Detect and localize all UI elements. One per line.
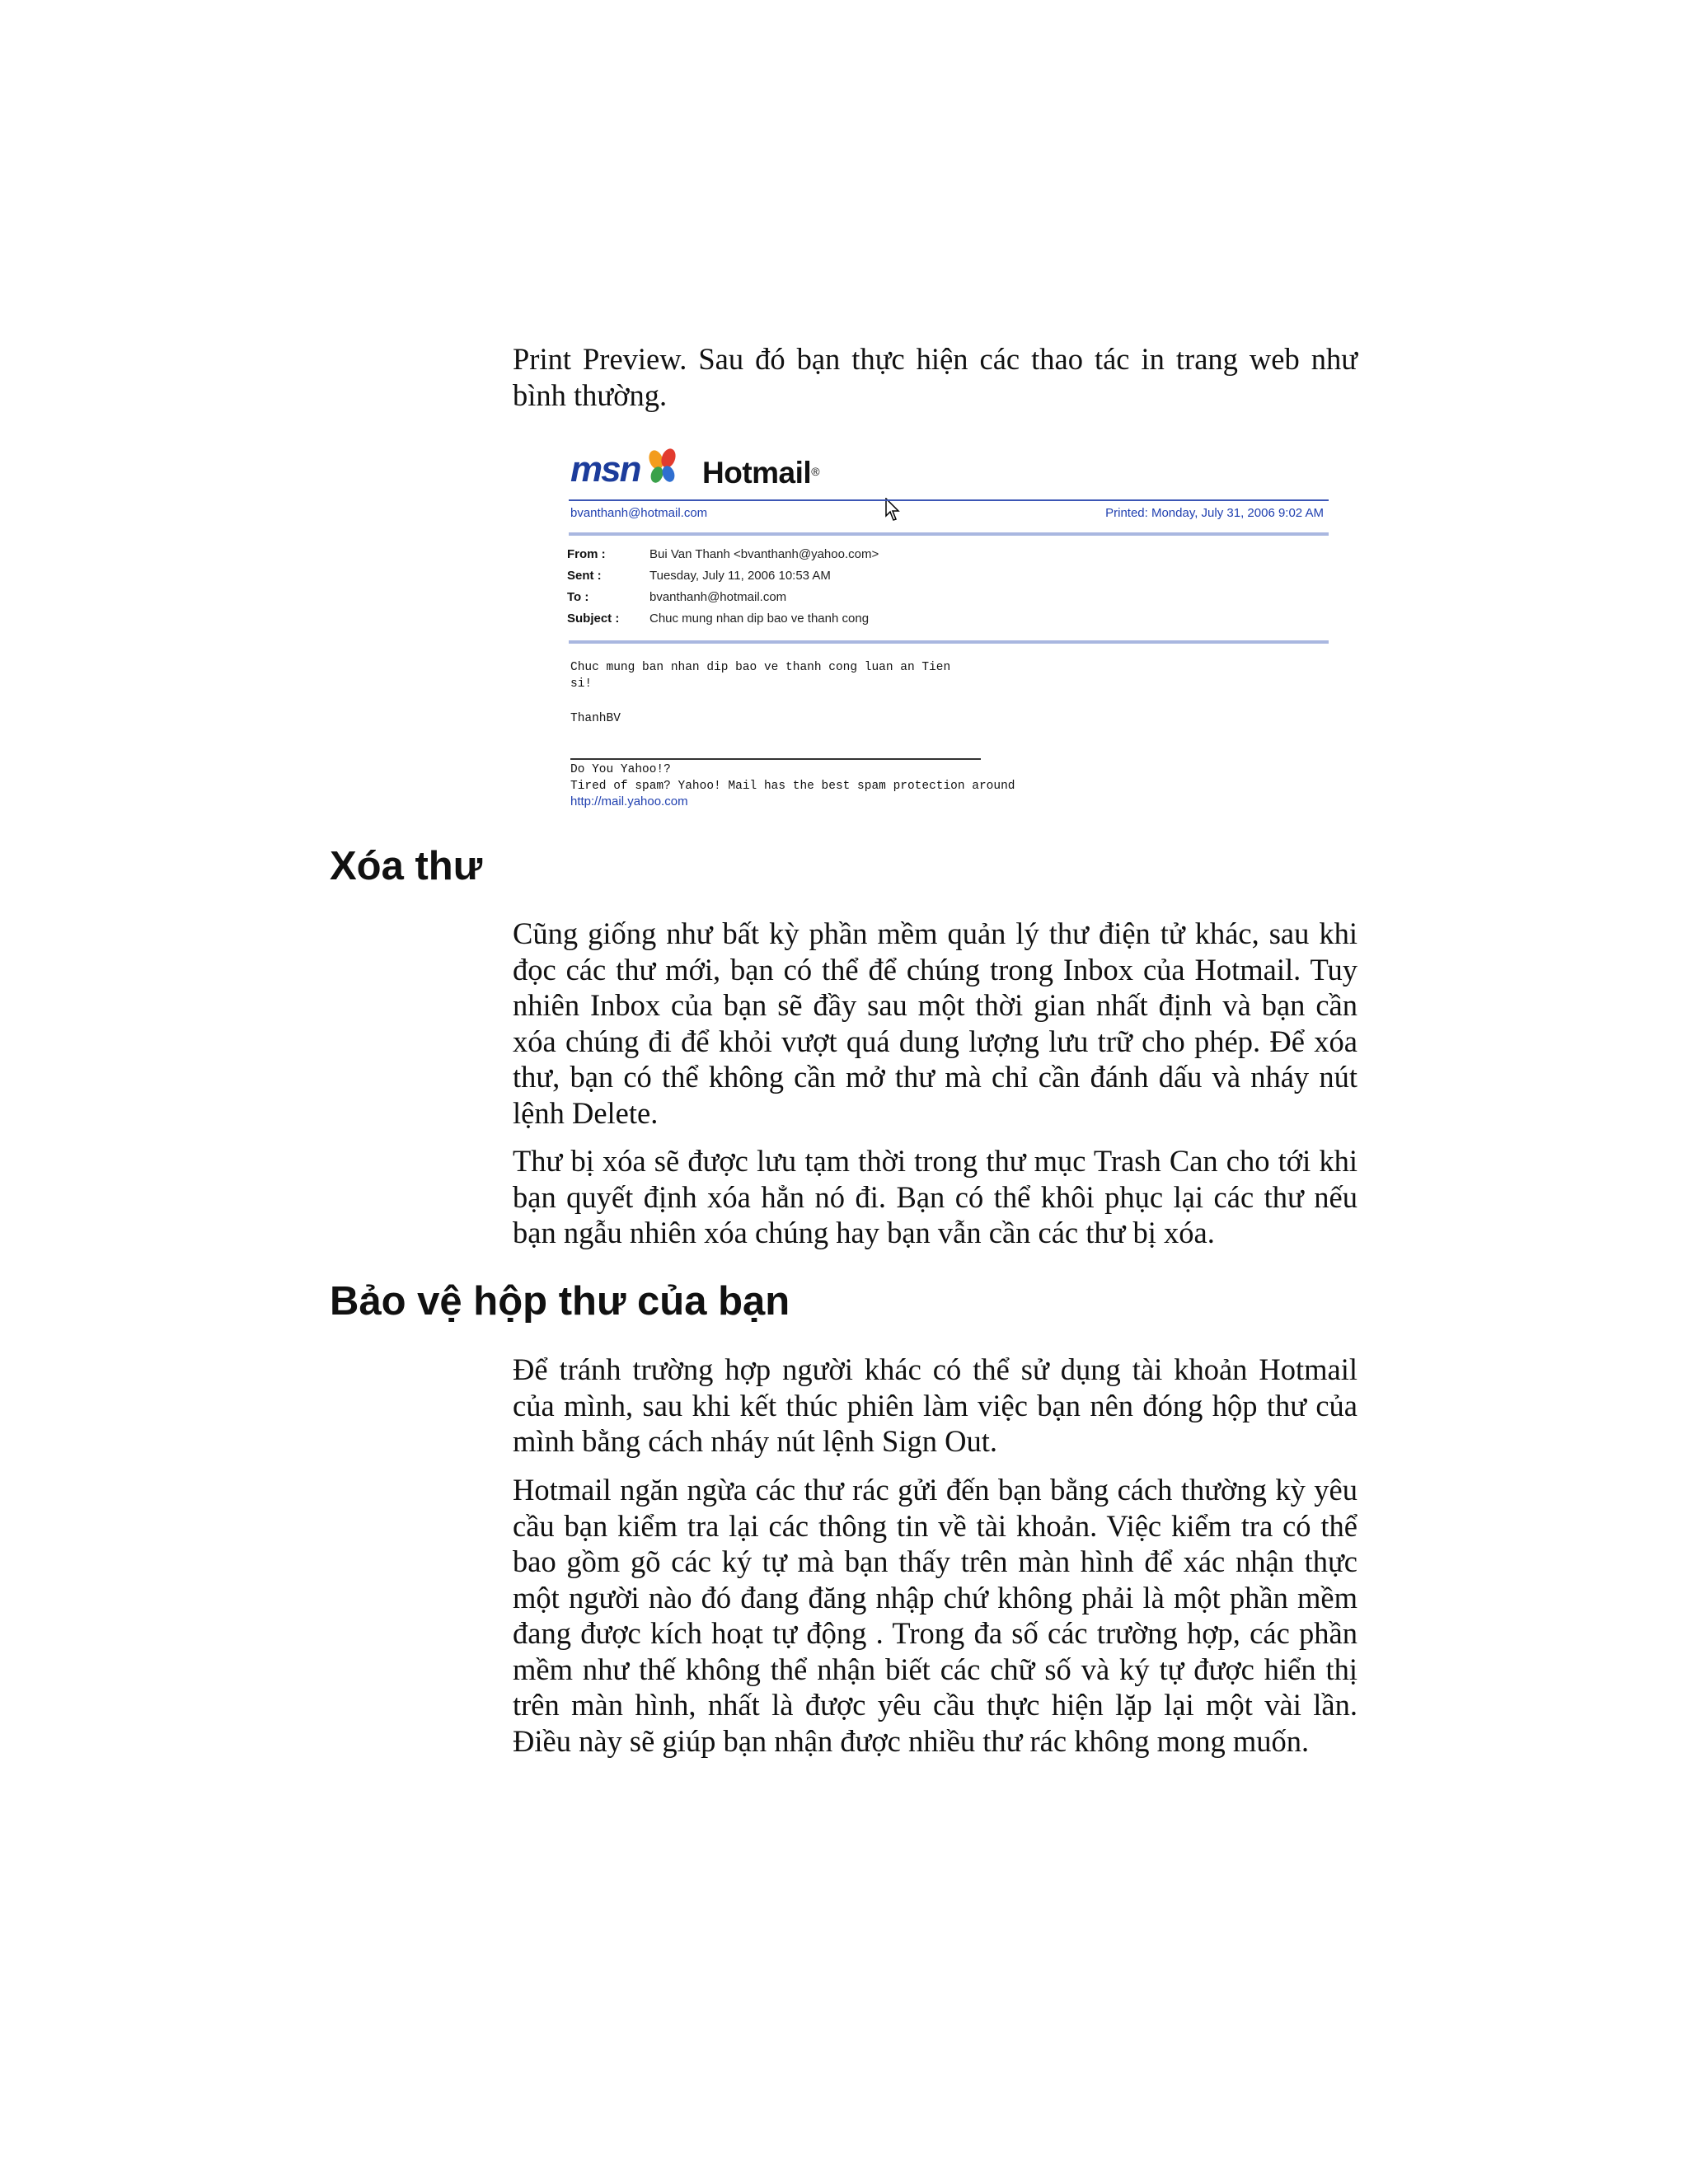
hotmail-wordmark: Hotmail® [702,456,820,490]
section-heading-delete-mail: Xóa thư [330,844,483,888]
hotmail-print-preview-screenshot [559,442,1329,819]
message-headers [567,544,879,630]
signature-divider [570,758,981,760]
printed-timestamp: Printed: Monday, July 31, 2006 9:02 AM [1105,506,1324,520]
divider [569,532,1329,536]
header-divider [569,499,1329,501]
yahoo-mail-link[interactable]: http://mail.yahoo.com [570,794,688,808]
yahoo-footer: Do You Yahoo!? Tired of spam? Yahoo! Mail has the best spam protection around [570,763,1015,793]
divider [569,640,1329,644]
header-subject: Subject : Chuc mung nhan dip bao ve thanh cong [567,612,870,626]
paragraph: Thư bị xóa sẽ được lưu tạm thời trong thư mục Trash Can cho tới khi bạn quyết định xóa hẳn nó đi. Bạn có thể khôi phục lại các thư nếu bạn ngẫu nhiên xóa chúng hay bạn vẫn cần các thư bị xóa. [513,1144,1357,1249]
message-signature: ThanhBV [570,712,621,725]
header-from: From : Bui Van Thanh <bvanthanh@yahoo.com> [567,547,879,561]
paragraph: Cũng giống như bất kỳ phần mềm quản lý thư điện tử khác, sau khi đọc các thư mới, bạn có thể để chúng trong Inbox của Hotmail. Tuy nhiên Inbox của bạn sẽ đầy sau một thời gian nhất định và bạn cần xóa chúng đi để khỏi vượt quá dung lượng lưu trữ cho phép. Để xóa thư, bạn có thể không cần mở thư mà chỉ cần đánh dấu và nháy nút lệnh Delete. [513,916,1357,1130]
header-to: To : bvanthanh@hotmail.com [567,590,787,604]
message-body: Chuc mung ban nhan dip bao ve thanh cong luan an Tien si! [570,661,951,691]
paragraph: Để tránh trường hợp người khác có thể sử dụng tài khoản Hotmail của mình, sau khi kết thúc phiên làm việc bạn nên đóng hộp thư của mình bằng cách nháy nút lệnh Sign Out. [513,1352,1357,1458]
msn-wordmark: msn [570,449,640,490]
msn-hotmail-logo [570,448,851,491]
msn-butterfly-icon [646,448,681,488]
account-email: bvanthanh@hotmail.com [570,506,708,520]
section-heading-protect-mailbox: Bảo vệ hộp thư của bạn [330,1279,790,1324]
intro-paragraph: Print Preview. Sau đó bạn thực hiện các thao tác in trang web như bình thường. [513,342,1357,412]
mouse-pointer-icon [885,498,902,523]
header-sent: Sent : Tuesday, July 11, 2006 10:53 AM [567,569,831,583]
paragraph: Hotmail ngăn ngừa các thư rác gửi đến bạn bằng cách thường kỳ yêu cầu bạn kiểm tra lại các thông tin về tài khoản. Việc kiểm tra có thể bao gồm gõ các ký tự mà bạn thấy trên màn hình để xác nhận thực một người nào đó đang đăng nhập chứ không phải là một phần mềm đang được kích hoạt tự động . Trong đa số các trường hợp, các phần mềm như thế không thể nhận biết các chữ số và ký tự được hiển thị trên màn hình, nhất là được yêu cầu thực hiện lặp lại một vài lần. Điều này sẽ giúp bạn nhận được nhiều thư rác không mong muốn. [513,1473,1357,1758]
